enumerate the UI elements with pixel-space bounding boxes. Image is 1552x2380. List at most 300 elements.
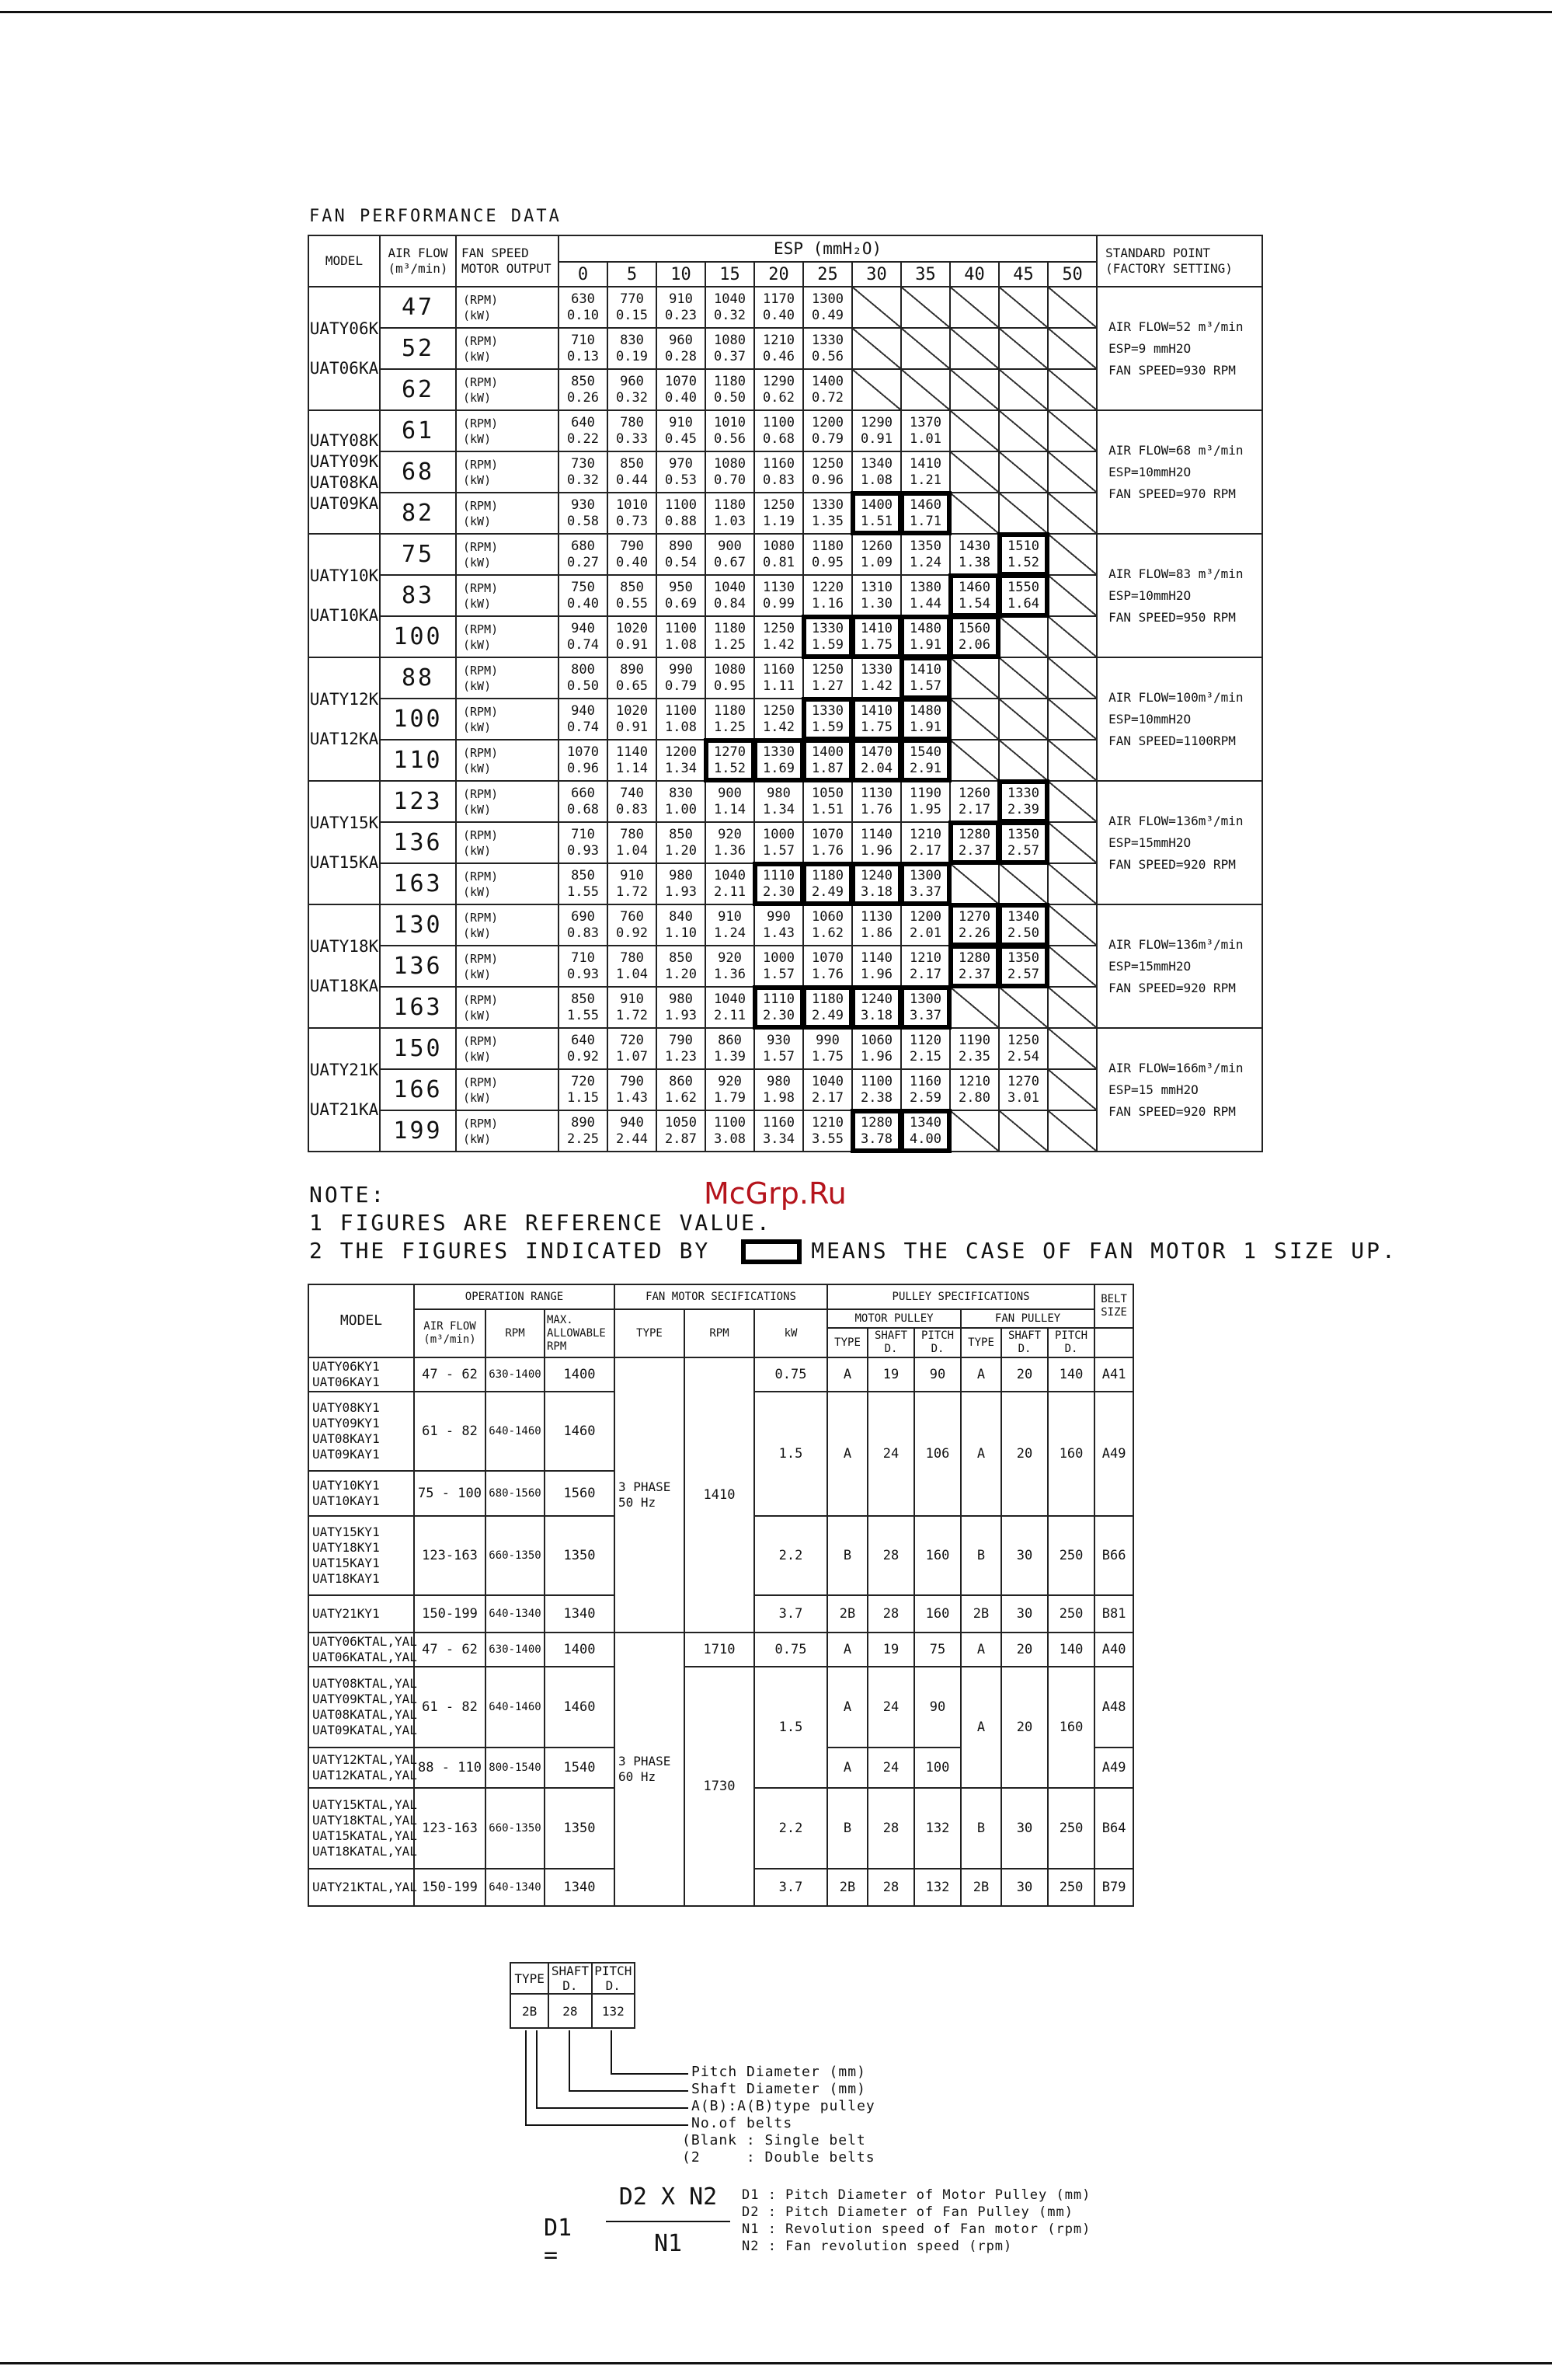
perf-kw: 2.39 — [1007, 801, 1039, 817]
spec-max-rpm: 1460 — [545, 1667, 614, 1748]
perf-cell — [656, 987, 705, 1028]
spec-rpm-range: 640-1340 — [485, 1869, 545, 1906]
perf-rpm: 1160 — [763, 1114, 795, 1131]
belt-blank-header — [1094, 1328, 1133, 1357]
perf-cell — [607, 534, 656, 575]
perf-cell — [901, 534, 950, 575]
spec-fp-type: B — [961, 1516, 1001, 1595]
model-group — [308, 657, 380, 781]
model-name: UATY06K — [309, 319, 379, 338]
esp-column-40: 40 — [950, 262, 999, 287]
na-cell — [950, 328, 999, 369]
na-cell — [1048, 451, 1097, 493]
spec-rpm-range: 630-1400 — [485, 1633, 545, 1667]
perf-rpm: 1100 — [861, 1073, 893, 1089]
model-name: UAT21KA — [309, 1099, 379, 1119]
perf-rpm: 1280 — [959, 950, 990, 966]
perf-kw: 1.51 — [812, 801, 844, 817]
perf-rpm: 1340 — [910, 1114, 941, 1131]
perf-kw: 1.25 — [714, 636, 746, 653]
perf-kw: 1.76 — [861, 801, 893, 817]
perf-kw: 0.10 — [567, 307, 599, 323]
esp-column-45: 45 — [999, 262, 1048, 287]
note-title: NOTE: — [309, 1182, 387, 1207]
perf-kw: 1.44 — [910, 595, 941, 612]
perf-cell — [803, 740, 852, 781]
perf-cell — [852, 740, 901, 781]
perf-kw: 0.93 — [567, 842, 599, 859]
spec-air-flow: 123-163 — [414, 1516, 485, 1595]
spec-mp-pitch: 160 — [914, 1516, 961, 1595]
spec-model — [308, 1595, 414, 1633]
model-name: UAT09KA — [309, 493, 379, 513]
perf-cell — [754, 534, 803, 575]
perf-kw: 2.01 — [910, 925, 941, 941]
perf-cell — [754, 493, 803, 534]
air-flow-value: 100 — [380, 616, 456, 657]
fp-shaft-header: SHAFT D. — [1001, 1328, 1048, 1357]
perf-rpm: 1350 — [910, 538, 941, 554]
perf-cell — [803, 493, 852, 534]
perf-rpm: 910 — [669, 414, 693, 430]
pulley-legend-table — [510, 1962, 635, 2029]
formula-denominator: N1 — [653, 2230, 683, 2257]
unit-label — [456, 781, 559, 822]
perf-kw: 1.57 — [910, 678, 941, 694]
perf-rpm: 1130 — [861, 908, 893, 925]
perf-kw: 0.32 — [714, 307, 746, 323]
perf-kw: 2.26 — [959, 925, 990, 941]
perf-kw: 0.40 — [665, 389, 697, 406]
leader-type-h — [536, 2107, 688, 2109]
perf-cell — [607, 451, 656, 493]
standard-point — [1097, 657, 1262, 781]
unit-kw: (kW) — [463, 925, 492, 940]
perf-cell — [999, 1069, 1048, 1110]
perf-cell — [559, 1028, 607, 1069]
spec-motor-rpm-60hz-a: 1710 — [684, 1633, 754, 1667]
standard-point — [1097, 410, 1262, 534]
spec-model — [308, 1471, 414, 1516]
perf-kw: 1.10 — [665, 925, 697, 941]
perf-kw: 0.54 — [665, 554, 697, 570]
spec-rpm-range: 640-1340 — [485, 1595, 545, 1633]
mp-shaft-header: SHAFT D. — [868, 1328, 914, 1357]
perf-cell — [901, 740, 950, 781]
spec-max-rpm: 1340 — [545, 1869, 614, 1906]
air-flow-value: 75 — [380, 534, 456, 575]
perf-rpm: 920 — [718, 826, 742, 842]
perf-kw: 0.88 — [665, 513, 697, 529]
perf-rpm: 850 — [571, 991, 595, 1007]
spec-model — [308, 1392, 414, 1471]
spec-header-pulley: PULLEY SPECIFICATIONS — [827, 1284, 1094, 1309]
perf-cell — [803, 987, 852, 1028]
unit-label — [456, 740, 559, 781]
perf-kw: 1.27 — [812, 678, 844, 694]
spec-model-name: UAT08KATAL,YAL — [312, 1707, 417, 1722]
perf-rpm: 1290 — [763, 373, 795, 389]
spec-mp-type: B — [827, 1788, 868, 1869]
perf-rpm: 980 — [669, 867, 693, 883]
spec-mp-pitch: 100 — [914, 1748, 961, 1788]
perf-rpm: 1350 — [1007, 950, 1039, 966]
perf-kw: 1.14 — [714, 801, 746, 817]
na-cell — [852, 328, 901, 369]
perf-kw: 2.87 — [665, 1131, 697, 1147]
unit-label — [456, 699, 559, 740]
perf-rpm: 960 — [669, 332, 693, 348]
perf-cell — [656, 904, 705, 946]
specification-table — [308, 1284, 1134, 1907]
perf-cell — [803, 534, 852, 575]
perf-rpm: 1100 — [665, 497, 697, 513]
perf-kw: 1.95 — [910, 801, 941, 817]
legend-type: TYPE — [510, 1963, 548, 1994]
na-cell — [1048, 534, 1097, 575]
spec-header-type: TYPE — [614, 1309, 684, 1357]
perf-cell — [559, 657, 607, 699]
perf-cell — [852, 699, 901, 740]
spec-mp-shaft: 28 — [868, 1788, 914, 1869]
unit-kw: (kW) — [463, 1008, 492, 1023]
na-cell — [1048, 1028, 1097, 1069]
perf-rpm: 1160 — [763, 661, 795, 678]
perf-rpm: 1250 — [1007, 1032, 1039, 1048]
perf-cell — [803, 1110, 852, 1152]
perf-cell — [559, 699, 607, 740]
unit-label — [456, 1069, 559, 1110]
na-cell — [999, 616, 1048, 657]
perf-rpm: 910 — [620, 991, 644, 1007]
perf-rpm: 930 — [571, 497, 595, 513]
perf-rpm: 1130 — [763, 579, 795, 595]
standard-line: ESP=10mmH2O — [1108, 587, 1192, 603]
perf-kw: 3.55 — [812, 1131, 844, 1147]
def-d2: D2 : Pitch Diameter of Fan Pulley (mm) — [742, 2204, 1074, 2220]
legend-pitch-value: 132 — [592, 1994, 635, 2028]
perf-rpm: 1080 — [714, 332, 746, 348]
air-flow-value: 68 — [380, 451, 456, 493]
perf-cell — [705, 946, 754, 987]
air-flow-value: 52 — [380, 328, 456, 369]
na-cell — [999, 699, 1048, 740]
na-cell — [1048, 863, 1097, 904]
perf-rpm: 1080 — [714, 455, 746, 472]
na-cell — [999, 863, 1048, 904]
spec-mp-pitch: 132 — [914, 1788, 961, 1869]
spec-max-rpm: 1560 — [545, 1471, 614, 1516]
spec-model-name: UATY21KY1 — [312, 1606, 380, 1621]
perf-cell — [803, 1069, 852, 1110]
def-n2: N2 : Fan revolution speed (rpm) — [742, 2239, 1013, 2254]
unit-kw: (kW) — [463, 1131, 492, 1146]
perf-cell — [656, 946, 705, 987]
perf-cell — [852, 987, 901, 1028]
perf-kw: 2.37 — [959, 966, 990, 982]
unit-label — [456, 287, 559, 328]
perf-cell — [607, 699, 656, 740]
perf-kw: 1.96 — [861, 842, 893, 859]
perf-kw: 2.11 — [714, 883, 746, 900]
header-standard-point: STANDARD POINT (FACTORY SETTING) — [1097, 235, 1262, 287]
perf-rpm: 1070 — [812, 826, 844, 842]
perf-cell — [852, 616, 901, 657]
model-group — [308, 534, 380, 657]
perf-rpm: 1100 — [665, 702, 697, 719]
spec-header-fan-pulley: FAN PULLEY — [961, 1309, 1094, 1328]
na-cell — [950, 410, 999, 451]
spec-max-rpm: 1460 — [545, 1392, 614, 1471]
spec-kw: 0.75 — [754, 1633, 827, 1667]
spec-fp-type: A — [961, 1633, 1001, 1667]
air-flow-value: 82 — [380, 493, 456, 534]
na-cell — [1048, 781, 1097, 822]
na-cell — [1048, 740, 1097, 781]
perf-kw: 1.35 — [812, 513, 844, 529]
spec-air-flow: 61 - 82 — [414, 1392, 485, 1471]
fp-pitch-header: PITCH D. — [1048, 1328, 1094, 1357]
spec-mp-type: 2B — [827, 1869, 868, 1906]
perf-kw: 0.95 — [714, 678, 746, 694]
perf-rpm: 1100 — [763, 414, 795, 430]
perf-rpm: 1160 — [763, 455, 795, 472]
perf-kw: 0.45 — [665, 430, 697, 447]
spec-motor-rpm-60hz-b: 1730 — [684, 1667, 754, 1906]
perf-cell — [656, 369, 705, 410]
spec-mp-pitch: 160 — [914, 1595, 961, 1633]
spec-fp-type: A — [961, 1392, 1001, 1516]
spec-fp-shaft: 20 — [1001, 1392, 1048, 1516]
na-cell — [1048, 287, 1097, 328]
perf-kw: 2.54 — [1007, 1048, 1039, 1065]
spec-max-rpm: 1400 — [545, 1357, 614, 1392]
unit-kw: (kW) — [463, 720, 492, 734]
perf-cell — [852, 451, 901, 493]
perf-cell — [754, 616, 803, 657]
perf-cell — [901, 493, 950, 534]
model-name: UAT06KA — [309, 358, 379, 378]
spec-mp-shaft: 28 — [868, 1869, 914, 1906]
spec-max-rpm: 1350 — [545, 1788, 614, 1869]
perf-cell — [754, 904, 803, 946]
perf-kw: 2.49 — [812, 883, 844, 900]
unit-kw: (kW) — [463, 678, 492, 693]
model-name: UAT08KA — [309, 472, 379, 492]
spec-max-rpm: 1400 — [545, 1633, 614, 1667]
perf-kw: 1.11 — [763, 678, 795, 694]
perf-rpm: 1080 — [714, 661, 746, 678]
spec-rpm-range: 800-1540 — [485, 1748, 545, 1788]
spec-model-name: UAT18KATAL,YAL — [312, 1844, 417, 1859]
unit-rpm: (RPM) — [463, 457, 499, 472]
perf-kw: 2.11 — [714, 1007, 746, 1023]
perf-rpm: 1060 — [861, 1032, 893, 1048]
na-cell — [1048, 1110, 1097, 1152]
perf-kw: 1.91 — [910, 636, 941, 653]
spec-phase-60hz: 3 PHASE 60 Hz — [614, 1633, 684, 1906]
na-cell — [950, 287, 999, 328]
spec-model-name: UAT10KAY1 — [312, 1493, 380, 1508]
unit-label — [456, 616, 559, 657]
spec-mp-pitch: 90 — [914, 1357, 961, 1392]
perf-kw: 0.95 — [812, 554, 844, 570]
leader-belts-h — [525, 2124, 688, 2126]
perf-rpm: 1280 — [959, 826, 990, 842]
spec-mp-pitch: 132 — [914, 1869, 961, 1906]
perf-cell — [607, 946, 656, 987]
na-cell — [999, 410, 1048, 451]
na-cell — [1048, 410, 1097, 451]
def-n1: N1 : Revolution speed of Fan motor (rpm) — [742, 2221, 1091, 2237]
perf-cell — [852, 575, 901, 616]
standard-line: ESP=10mmH2O — [1108, 464, 1192, 479]
perf-cell — [656, 1110, 705, 1152]
na-cell — [1048, 1069, 1097, 1110]
perf-rpm: 730 — [571, 455, 595, 472]
perf-rpm: 720 — [620, 1032, 644, 1048]
spec-model-name: UATY15KY1 — [312, 1525, 380, 1539]
perf-rpm: 740 — [620, 785, 644, 801]
perf-kw: 0.37 — [714, 348, 746, 364]
na-cell — [999, 987, 1048, 1028]
perf-cell — [754, 328, 803, 369]
perf-rpm: 1260 — [959, 785, 990, 801]
perf-cell — [656, 1028, 705, 1069]
perf-rpm: 720 — [571, 1073, 595, 1089]
spec-kw: 2.2 — [754, 1788, 827, 1869]
standard-point — [1097, 1028, 1262, 1152]
perf-kw: 1.36 — [714, 966, 746, 982]
perf-cell — [705, 699, 754, 740]
perf-rpm: 1370 — [910, 414, 941, 430]
perf-cell — [901, 987, 950, 1028]
perf-kw: 0.70 — [714, 472, 746, 488]
perf-cell — [559, 493, 607, 534]
perf-kw: 2.17 — [959, 801, 990, 817]
esp-column-20: 20 — [754, 262, 803, 287]
spec-mp-shaft: 19 — [868, 1357, 914, 1392]
legend-belts-desc: No.of belts — [691, 2115, 793, 2131]
perf-rpm: 640 — [571, 414, 595, 430]
perf-cell — [656, 740, 705, 781]
spec-fp-pitch: 160 — [1048, 1667, 1094, 1788]
perf-cell — [803, 410, 852, 451]
na-cell — [999, 369, 1048, 410]
perf-kw: 0.68 — [763, 430, 795, 447]
perf-kw: 0.79 — [665, 678, 697, 694]
perf-rpm: 890 — [620, 661, 644, 678]
air-flow-value: 83 — [380, 575, 456, 616]
perf-rpm: 1180 — [714, 620, 746, 636]
perf-rpm: 910 — [669, 291, 693, 307]
perf-rpm: 990 — [816, 1032, 840, 1048]
spec-mp-type: A — [827, 1748, 868, 1788]
legend-pitch-desc: Pitch Diameter (mm) — [691, 2064, 866, 2080]
header-fan-speed: FAN SPEED MOTOR OUTPUT — [456, 235, 559, 287]
na-cell — [901, 328, 950, 369]
perf-cell — [950, 575, 999, 616]
spec-model-name: UAT08KAY1 — [312, 1431, 380, 1446]
unit-rpm: (RPM) — [463, 292, 499, 307]
leader-pitch-v — [611, 2030, 612, 2074]
perf-cell — [705, 822, 754, 863]
perf-rpm: 1300 — [812, 291, 844, 307]
model-name: UAT15KA — [309, 852, 379, 872]
perf-kw: 0.19 — [616, 348, 648, 364]
perf-cell — [950, 781, 999, 822]
perf-rpm: 760 — [620, 908, 644, 925]
spec-model-name: UATY09KY1 — [312, 1416, 380, 1430]
perf-cell — [754, 781, 803, 822]
air-flow-value: 61 — [380, 410, 456, 451]
unit-rpm: (RPM) — [463, 498, 499, 513]
perf-cell — [656, 451, 705, 493]
perf-cell — [754, 946, 803, 987]
unit-kw: (kW) — [463, 1049, 492, 1064]
perf-rpm: 1300 — [910, 867, 941, 883]
perf-kw: 0.44 — [616, 472, 648, 488]
perf-cell — [607, 740, 656, 781]
unit-kw: (kW) — [463, 308, 492, 322]
perf-cell — [852, 493, 901, 534]
spec-mp-shaft: 28 — [868, 1595, 914, 1633]
spec-kw: 0.75 — [754, 1357, 827, 1392]
na-cell — [1048, 328, 1097, 369]
spec-mp-shaft: 24 — [868, 1392, 914, 1516]
unit-label — [456, 1028, 559, 1069]
leader-belts-v — [525, 2030, 527, 2125]
perf-rpm: 910 — [718, 908, 742, 925]
model-name: UATY08K — [309, 430, 379, 450]
unit-label — [456, 987, 559, 1028]
perf-kw: 4.00 — [910, 1131, 941, 1147]
perf-rpm: 1350 — [1007, 826, 1039, 842]
perf-rpm: 780 — [620, 950, 644, 966]
spec-fp-type: 2B — [961, 1869, 1001, 1906]
model-name: UATY18K — [309, 936, 379, 956]
perf-kw: 0.26 — [567, 389, 599, 406]
na-cell — [950, 1110, 999, 1152]
unit-rpm: (RPM) — [463, 992, 499, 1007]
legend-blank-desc: (Blank : Single belt — [682, 2132, 866, 2148]
standard-line: FAN SPEED=930 RPM — [1108, 362, 1236, 378]
perf-cell — [656, 534, 705, 575]
perf-kw: 2.91 — [910, 760, 941, 776]
perf-rpm: 1070 — [812, 950, 844, 966]
perf-cell — [656, 1069, 705, 1110]
esp-column-10: 10 — [656, 262, 705, 287]
model-name: UATY21K — [309, 1060, 379, 1079]
na-cell — [950, 740, 999, 781]
na-cell — [999, 1110, 1048, 1152]
top-rule — [0, 11, 1552, 13]
air-flow-value: 62 — [380, 369, 456, 410]
perf-rpm: 800 — [571, 661, 595, 678]
perf-cell — [754, 1069, 803, 1110]
perf-kw: 1.76 — [812, 842, 844, 859]
unit-rpm: (RPM) — [463, 828, 499, 842]
perf-kw: 3.18 — [861, 1007, 893, 1023]
spec-mp-type: A — [827, 1357, 868, 1392]
perf-rpm: 1140 — [861, 826, 893, 842]
na-cell — [1048, 657, 1097, 699]
leader-pitch-h — [611, 2073, 688, 2075]
unit-kw: (kW) — [463, 514, 492, 528]
na-cell — [1048, 822, 1097, 863]
standard-line: AIR FLOW=83 m³/min — [1108, 566, 1244, 581]
unit-label — [456, 863, 559, 904]
